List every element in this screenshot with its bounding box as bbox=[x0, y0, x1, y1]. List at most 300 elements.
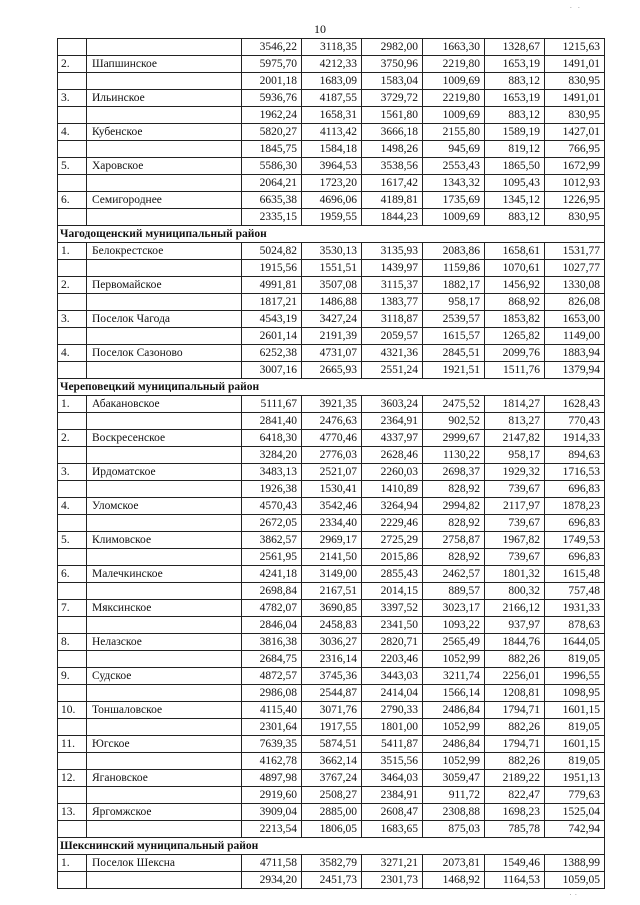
value-cell: 4782,07 bbox=[242, 600, 302, 617]
value-cell: 1383,77 bbox=[362, 294, 423, 311]
value-cell: 2167,51 bbox=[302, 583, 362, 600]
table-row bbox=[58, 158, 605, 175]
value-cell: 1915,56 bbox=[242, 260, 302, 277]
value-cell: 1883,94 bbox=[545, 345, 605, 362]
value-cell: 828,92 bbox=[423, 549, 485, 566]
settlement-name bbox=[87, 651, 242, 668]
value-cell: 1653,19 bbox=[485, 56, 545, 73]
table-row bbox=[58, 498, 605, 515]
value-cell: 4991,81 bbox=[242, 277, 302, 294]
value-cell: 1844,23 bbox=[362, 209, 423, 226]
table-row bbox=[58, 753, 605, 770]
value-cell: 2414,04 bbox=[362, 685, 423, 702]
table-row bbox=[58, 770, 605, 787]
settlement-name bbox=[87, 413, 242, 430]
row-number: 5. bbox=[58, 158, 87, 175]
value-cell: 1525,04 bbox=[545, 804, 605, 821]
value-cell: 2999,67 bbox=[423, 430, 485, 447]
settlement-name: Шапшинское bbox=[87, 56, 242, 73]
settlement-name: Белокрестское bbox=[87, 243, 242, 260]
row-number bbox=[58, 39, 87, 56]
row-number bbox=[58, 549, 87, 566]
settlement-name bbox=[87, 481, 242, 498]
value-cell: 2155,80 bbox=[423, 124, 485, 141]
value-cell: 770,43 bbox=[545, 413, 605, 430]
value-cell: 2384,91 bbox=[362, 787, 423, 804]
settlement-name bbox=[87, 583, 242, 600]
value-cell: 1009,69 bbox=[423, 107, 485, 124]
value-cell: 911,72 bbox=[423, 787, 485, 804]
row-number bbox=[58, 260, 87, 277]
value-cell: 1806,05 bbox=[302, 821, 362, 838]
row-number: 4. bbox=[58, 498, 87, 515]
row-number: 3. bbox=[58, 90, 87, 107]
value-cell: 819,05 bbox=[545, 719, 605, 736]
settlement-name bbox=[87, 294, 242, 311]
value-cell: 1589,19 bbox=[485, 124, 545, 141]
scan-artifact-mark: ‧ ‧ bbox=[569, 4, 582, 12]
settlement-name: Поселок Сазоново bbox=[87, 345, 242, 362]
table-row bbox=[58, 464, 605, 481]
row-number bbox=[58, 481, 87, 498]
value-cell: 822,47 bbox=[485, 787, 545, 804]
value-cell: 3443,03 bbox=[362, 668, 423, 685]
settlement-name bbox=[87, 260, 242, 277]
settlement-name bbox=[87, 821, 242, 838]
value-cell: 3397,52 bbox=[362, 600, 423, 617]
settlement-name: Югское bbox=[87, 736, 242, 753]
value-cell: 2698,37 bbox=[423, 464, 485, 481]
settlement-name bbox=[87, 107, 242, 124]
row-number: 7. bbox=[58, 600, 87, 617]
table-row bbox=[58, 668, 605, 685]
value-cell: 3767,24 bbox=[302, 770, 362, 787]
settlement-name: Ирдоматское bbox=[87, 464, 242, 481]
value-cell: 1929,32 bbox=[485, 464, 545, 481]
table-row bbox=[58, 855, 605, 872]
value-cell: 1996,55 bbox=[545, 668, 605, 685]
value-cell: 2846,04 bbox=[242, 617, 302, 634]
value-cell: 2316,14 bbox=[302, 651, 362, 668]
value-cell: 4187,55 bbox=[302, 90, 362, 107]
row-number bbox=[58, 175, 87, 192]
table-row bbox=[58, 821, 605, 838]
value-cell: 2544,87 bbox=[302, 685, 362, 702]
value-cell: 6252,38 bbox=[242, 345, 302, 362]
district-title: Череповецкий муниципальный район bbox=[58, 379, 605, 396]
row-number bbox=[58, 821, 87, 838]
value-cell: 1917,55 bbox=[302, 719, 362, 736]
value-cell: 4337,97 bbox=[362, 430, 423, 447]
value-cell: 2189,22 bbox=[485, 770, 545, 787]
value-cell: 3264,94 bbox=[362, 498, 423, 515]
row-number: 5. bbox=[58, 532, 87, 549]
value-cell: 2301,73 bbox=[362, 872, 423, 889]
value-cell: 2213,54 bbox=[242, 821, 302, 838]
value-cell: 1817,21 bbox=[242, 294, 302, 311]
value-cell: 4731,07 bbox=[302, 345, 362, 362]
value-cell: 2229,46 bbox=[362, 515, 423, 532]
value-cell: 4711,58 bbox=[242, 855, 302, 872]
value-cell: 785,78 bbox=[485, 821, 545, 838]
row-number bbox=[58, 294, 87, 311]
value-cell: 945,69 bbox=[423, 141, 485, 158]
value-cell: 1844,76 bbox=[485, 634, 545, 651]
value-cell: 3271,21 bbox=[362, 855, 423, 872]
value-cell: 4543,19 bbox=[242, 311, 302, 328]
settlement-name: Яргомжское bbox=[87, 804, 242, 821]
value-cell: 889,57 bbox=[423, 583, 485, 600]
table-row bbox=[58, 719, 605, 736]
table-row bbox=[58, 345, 605, 362]
value-cell: 883,12 bbox=[485, 209, 545, 226]
table-row bbox=[58, 617, 605, 634]
value-cell: 2508,27 bbox=[302, 787, 362, 804]
table-row bbox=[58, 124, 605, 141]
value-cell: 1328,67 bbox=[485, 39, 545, 56]
settlement-name bbox=[87, 617, 242, 634]
value-cell: 1215,63 bbox=[545, 39, 605, 56]
row-number: 1. bbox=[58, 855, 87, 872]
value-cell: 1749,53 bbox=[545, 532, 605, 549]
value-cell: 828,92 bbox=[423, 515, 485, 532]
value-cell: 1027,77 bbox=[545, 260, 605, 277]
settlement-name: Ягановское bbox=[87, 770, 242, 787]
value-cell: 1009,69 bbox=[423, 209, 485, 226]
row-number bbox=[58, 651, 87, 668]
value-cell: 1698,23 bbox=[485, 804, 545, 821]
value-cell: 1794,71 bbox=[485, 702, 545, 719]
settlement-name bbox=[87, 39, 242, 56]
value-cell: 3023,17 bbox=[423, 600, 485, 617]
value-cell: 3662,14 bbox=[302, 753, 362, 770]
table-body bbox=[58, 39, 605, 889]
value-cell: 937,97 bbox=[485, 617, 545, 634]
value-cell: 3921,35 bbox=[302, 396, 362, 413]
table-row bbox=[58, 362, 605, 379]
value-cell: 5936,76 bbox=[242, 90, 302, 107]
value-cell: 1628,43 bbox=[545, 396, 605, 413]
settlement-name bbox=[87, 515, 242, 532]
value-cell: 5586,30 bbox=[242, 158, 302, 175]
value-cell: 1658,31 bbox=[302, 107, 362, 124]
value-cell: 1388,99 bbox=[545, 855, 605, 872]
value-cell: 1931,33 bbox=[545, 600, 605, 617]
value-cell: 2551,24 bbox=[362, 362, 423, 379]
value-cell: 1561,80 bbox=[362, 107, 423, 124]
value-cell: 2064,21 bbox=[242, 175, 302, 192]
row-number: 11. bbox=[58, 736, 87, 753]
value-cell: 1491,01 bbox=[545, 90, 605, 107]
value-cell: 882,26 bbox=[485, 753, 545, 770]
settlement-name: Поселок Чагода bbox=[87, 311, 242, 328]
table-row bbox=[58, 804, 605, 821]
row-number: 1. bbox=[58, 396, 87, 413]
district-header-row bbox=[58, 379, 605, 396]
table-row bbox=[58, 447, 605, 464]
value-cell: 2986,08 bbox=[242, 685, 302, 702]
value-cell: 1343,32 bbox=[423, 175, 485, 192]
value-cell: 1052,99 bbox=[423, 651, 485, 668]
value-cell: 5111,67 bbox=[242, 396, 302, 413]
value-cell: 766,95 bbox=[545, 141, 605, 158]
value-cell: 1468,92 bbox=[423, 872, 485, 889]
value-cell: 1059,05 bbox=[545, 872, 605, 889]
settlement-name: Воскресенское bbox=[87, 430, 242, 447]
row-number: 12. bbox=[58, 770, 87, 787]
district-title: Шекснинский муниципальный район bbox=[58, 838, 605, 855]
settlement-name bbox=[87, 549, 242, 566]
value-cell: 826,08 bbox=[545, 294, 605, 311]
value-cell: 1967,82 bbox=[485, 532, 545, 549]
value-cell: 1617,42 bbox=[362, 175, 423, 192]
value-cell: 878,63 bbox=[545, 617, 605, 634]
value-cell: 1130,22 bbox=[423, 447, 485, 464]
value-cell: 7639,35 bbox=[242, 736, 302, 753]
settlement-name bbox=[87, 362, 242, 379]
value-cell: 1511,76 bbox=[485, 362, 545, 379]
value-cell: 1551,51 bbox=[302, 260, 362, 277]
value-cell: 819,12 bbox=[485, 141, 545, 158]
value-cell: 958,17 bbox=[423, 294, 485, 311]
value-cell: 1549,46 bbox=[485, 855, 545, 872]
value-cell: 3118,87 bbox=[362, 311, 423, 328]
value-cell: 800,32 bbox=[485, 583, 545, 600]
value-cell: 3816,38 bbox=[242, 634, 302, 651]
value-cell: 1052,99 bbox=[423, 753, 485, 770]
value-cell: 1052,99 bbox=[423, 719, 485, 736]
value-cell: 3036,27 bbox=[302, 634, 362, 651]
value-cell: 1865,50 bbox=[485, 158, 545, 175]
value-cell: 1486,88 bbox=[302, 294, 362, 311]
value-cell: 2790,33 bbox=[362, 702, 423, 719]
value-cell: 3666,18 bbox=[362, 124, 423, 141]
settlement-name: Харовское bbox=[87, 158, 242, 175]
settlement-name: Первомайское bbox=[87, 277, 242, 294]
settlement-name: Семигороднее bbox=[87, 192, 242, 209]
value-cell: 1921,51 bbox=[423, 362, 485, 379]
table-row bbox=[58, 651, 605, 668]
value-cell: 2665,93 bbox=[302, 362, 362, 379]
settlement-name: Абакановское bbox=[87, 396, 242, 413]
table-row bbox=[58, 549, 605, 566]
value-cell: 4321,36 bbox=[362, 345, 423, 362]
value-cell: 1801,32 bbox=[485, 566, 545, 583]
value-cell: 828,92 bbox=[423, 481, 485, 498]
value-cell: 1962,24 bbox=[242, 107, 302, 124]
value-cell: 2855,43 bbox=[362, 566, 423, 583]
table-row bbox=[58, 73, 605, 90]
settlement-name: Кубенское bbox=[87, 124, 242, 141]
district-title: Чагодощенский муниципальный район bbox=[58, 226, 605, 243]
value-cell: 1531,77 bbox=[545, 243, 605, 260]
settlement-name: Мяксинское bbox=[87, 600, 242, 617]
value-cell: 958,17 bbox=[485, 447, 545, 464]
row-number bbox=[58, 685, 87, 702]
value-cell: 2885,00 bbox=[302, 804, 362, 821]
value-cell: 3007,16 bbox=[242, 362, 302, 379]
value-cell: 3750,96 bbox=[362, 56, 423, 73]
value-cell: 1716,53 bbox=[545, 464, 605, 481]
value-cell: 2475,52 bbox=[423, 396, 485, 413]
value-cell: 2820,71 bbox=[362, 634, 423, 651]
value-cell: 1653,00 bbox=[545, 311, 605, 328]
value-cell: 2147,82 bbox=[485, 430, 545, 447]
value-cell: 739,67 bbox=[485, 549, 545, 566]
value-cell: 902,52 bbox=[423, 413, 485, 430]
value-cell: 3135,93 bbox=[362, 243, 423, 260]
value-cell: 894,63 bbox=[545, 447, 605, 464]
value-cell: 2117,97 bbox=[485, 498, 545, 515]
value-cell: 1093,22 bbox=[423, 617, 485, 634]
value-cell: 5411,87 bbox=[362, 736, 423, 753]
value-cell: 2059,57 bbox=[362, 328, 423, 345]
value-cell: 3530,13 bbox=[302, 243, 362, 260]
table-row bbox=[58, 311, 605, 328]
settlement-name bbox=[87, 447, 242, 464]
row-number: 2. bbox=[58, 277, 87, 294]
value-cell: 1723,20 bbox=[302, 175, 362, 192]
value-cell: 1845,75 bbox=[242, 141, 302, 158]
value-cell: 2725,29 bbox=[362, 532, 423, 549]
value-cell: 2776,03 bbox=[302, 447, 362, 464]
value-cell: 1098,95 bbox=[545, 685, 605, 702]
value-cell: 1683,65 bbox=[362, 821, 423, 838]
value-cell: 1658,61 bbox=[485, 243, 545, 260]
value-cell: 4115,40 bbox=[242, 702, 302, 719]
value-cell: 1149,00 bbox=[545, 328, 605, 345]
value-cell: 2141,50 bbox=[302, 549, 362, 566]
table-row bbox=[58, 736, 605, 753]
value-cell: 757,48 bbox=[545, 583, 605, 600]
value-cell: 1583,04 bbox=[362, 73, 423, 90]
row-number: 3. bbox=[58, 311, 87, 328]
value-cell: 742,94 bbox=[545, 821, 605, 838]
value-cell: 3546,22 bbox=[242, 39, 302, 56]
row-number: 2. bbox=[58, 430, 87, 447]
table-row bbox=[58, 39, 605, 56]
settlement-name: Ильинское bbox=[87, 90, 242, 107]
table-row bbox=[58, 634, 605, 651]
table-row bbox=[58, 141, 605, 158]
settlement-name bbox=[87, 209, 242, 226]
table-row bbox=[58, 583, 605, 600]
value-cell: 5820,27 bbox=[242, 124, 302, 141]
value-cell: 779,63 bbox=[545, 787, 605, 804]
value-cell: 6635,38 bbox=[242, 192, 302, 209]
value-cell: 2758,87 bbox=[423, 532, 485, 549]
value-cell: 1644,05 bbox=[545, 634, 605, 651]
row-number bbox=[58, 753, 87, 770]
settlement-name: Тоншаловское bbox=[87, 702, 242, 719]
settlement-name bbox=[87, 753, 242, 770]
value-cell: 3909,04 bbox=[242, 804, 302, 821]
value-cell: 2015,86 bbox=[362, 549, 423, 566]
row-number bbox=[58, 362, 87, 379]
row-number: 4. bbox=[58, 345, 87, 362]
settlement-name: Малечкинское bbox=[87, 566, 242, 583]
value-cell: 2486,84 bbox=[423, 736, 485, 753]
value-cell: 2301,64 bbox=[242, 719, 302, 736]
table-row bbox=[58, 294, 605, 311]
row-number bbox=[58, 787, 87, 804]
value-cell: 4113,42 bbox=[302, 124, 362, 141]
value-cell: 2308,88 bbox=[423, 804, 485, 821]
table-row bbox=[58, 260, 605, 277]
value-cell: 830,95 bbox=[545, 73, 605, 90]
value-cell: 1410,89 bbox=[362, 481, 423, 498]
value-cell: 3542,46 bbox=[302, 498, 362, 515]
district-header-row bbox=[58, 838, 605, 855]
value-cell: 4189,81 bbox=[362, 192, 423, 209]
value-cell: 2521,07 bbox=[302, 464, 362, 481]
table-row bbox=[58, 192, 605, 209]
value-cell: 4570,43 bbox=[242, 498, 302, 515]
value-cell: 2256,01 bbox=[485, 668, 545, 685]
value-cell: 1439,97 bbox=[362, 260, 423, 277]
settlement-name bbox=[87, 872, 242, 889]
value-cell: 1814,27 bbox=[485, 396, 545, 413]
value-cell: 739,67 bbox=[485, 515, 545, 532]
value-cell: 2553,43 bbox=[423, 158, 485, 175]
table-row bbox=[58, 328, 605, 345]
value-cell: 2083,86 bbox=[423, 243, 485, 260]
row-number: 10. bbox=[58, 702, 87, 719]
row-number: 4. bbox=[58, 124, 87, 141]
value-cell: 1794,71 bbox=[485, 736, 545, 753]
value-cell: 1601,15 bbox=[545, 736, 605, 753]
value-cell: 3149,00 bbox=[302, 566, 362, 583]
settlement-name bbox=[87, 328, 242, 345]
row-number bbox=[58, 413, 87, 430]
value-cell: 1095,43 bbox=[485, 175, 545, 192]
value-cell: 1345,12 bbox=[485, 192, 545, 209]
value-cell: 2672,05 bbox=[242, 515, 302, 532]
value-cell: 3483,13 bbox=[242, 464, 302, 481]
value-cell: 1456,92 bbox=[485, 277, 545, 294]
value-cell: 1882,17 bbox=[423, 277, 485, 294]
value-cell: 883,12 bbox=[485, 107, 545, 124]
value-cell: 2219,80 bbox=[423, 56, 485, 73]
table-row bbox=[58, 175, 605, 192]
value-cell: 4897,98 bbox=[242, 770, 302, 787]
value-cell: 3071,76 bbox=[302, 702, 362, 719]
settlement-name: Судское bbox=[87, 668, 242, 685]
value-cell: 3515,56 bbox=[362, 753, 423, 770]
value-cell: 2335,15 bbox=[242, 209, 302, 226]
value-cell: 830,95 bbox=[545, 209, 605, 226]
value-cell: 875,03 bbox=[423, 821, 485, 838]
value-cell: 2476,63 bbox=[302, 413, 362, 430]
value-cell: 2191,39 bbox=[302, 328, 362, 345]
value-cell: 1683,09 bbox=[302, 73, 362, 90]
value-cell: 1164,53 bbox=[485, 872, 545, 889]
value-cell: 1615,57 bbox=[423, 328, 485, 345]
value-cell: 2462,57 bbox=[423, 566, 485, 583]
value-cell: 1663,30 bbox=[423, 39, 485, 56]
value-cell: 696,83 bbox=[545, 515, 605, 532]
value-cell: 4212,33 bbox=[302, 56, 362, 73]
table-row bbox=[58, 107, 605, 124]
value-cell: 1498,26 bbox=[362, 141, 423, 158]
row-number: 8. bbox=[58, 634, 87, 651]
district-header-row bbox=[58, 226, 605, 243]
row-number bbox=[58, 583, 87, 600]
row-number: 1. bbox=[58, 243, 87, 260]
value-cell: 3964,53 bbox=[302, 158, 362, 175]
settlement-name bbox=[87, 685, 242, 702]
settlement-name: Уломское bbox=[87, 498, 242, 515]
